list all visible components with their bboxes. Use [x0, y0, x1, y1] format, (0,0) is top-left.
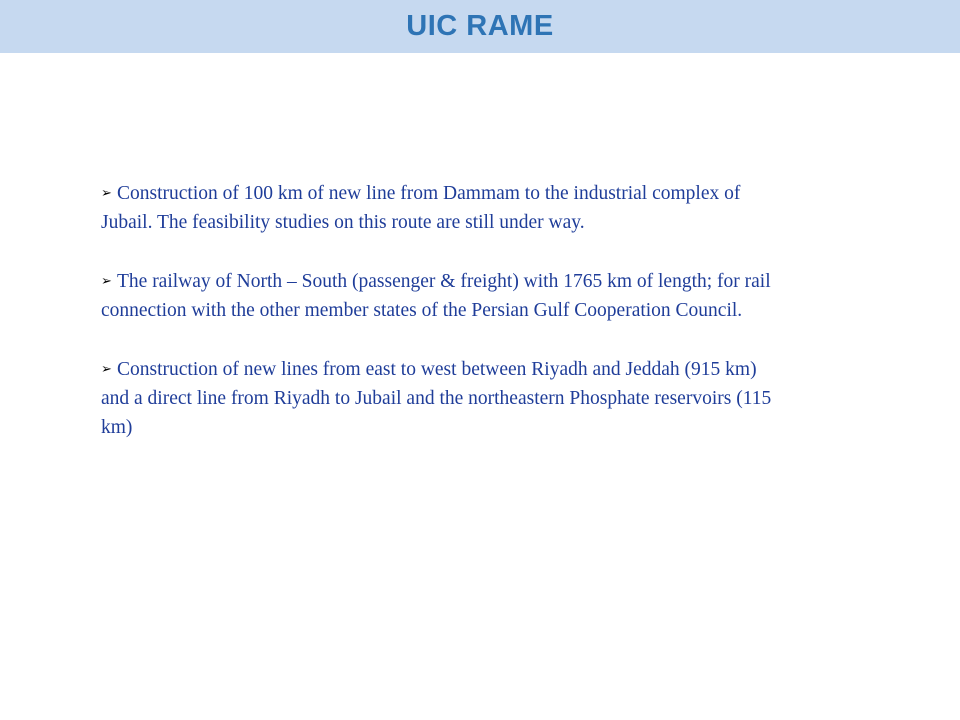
- bullet-item: [101, 266, 781, 325]
- bullet-text: Construction of 100 km of new line from Dammam to the industrial complex of Jubail. The feasibility studies on this route are still under way.: [101, 183, 741, 233]
- arrowhead-bullet-icon: ➢: [101, 185, 112, 200]
- arrowhead-bullet-icon: ➢: [101, 273, 112, 288]
- bullet-item: [101, 178, 781, 237]
- bullet-list: [101, 178, 781, 471]
- bullet-text: Construction of new lines from east to west between Riyadh and Jeddah (915 km) and a direct line from Riyadh to Jubail and the northeastern Phosphate reservoirs (115 km): [101, 359, 772, 438]
- arrowhead-bullet-icon: ➢: [101, 361, 112, 376]
- title-bar: [0, 0, 960, 53]
- bullet-text: The railway of North – South (passenger & freight) with 1765 km of length; for rail connection with the other member states of the Persian Gulf Cooperation Council.: [101, 271, 771, 321]
- bullet-item: [101, 354, 781, 442]
- slide-title: UIC RAME: [406, 10, 554, 42]
